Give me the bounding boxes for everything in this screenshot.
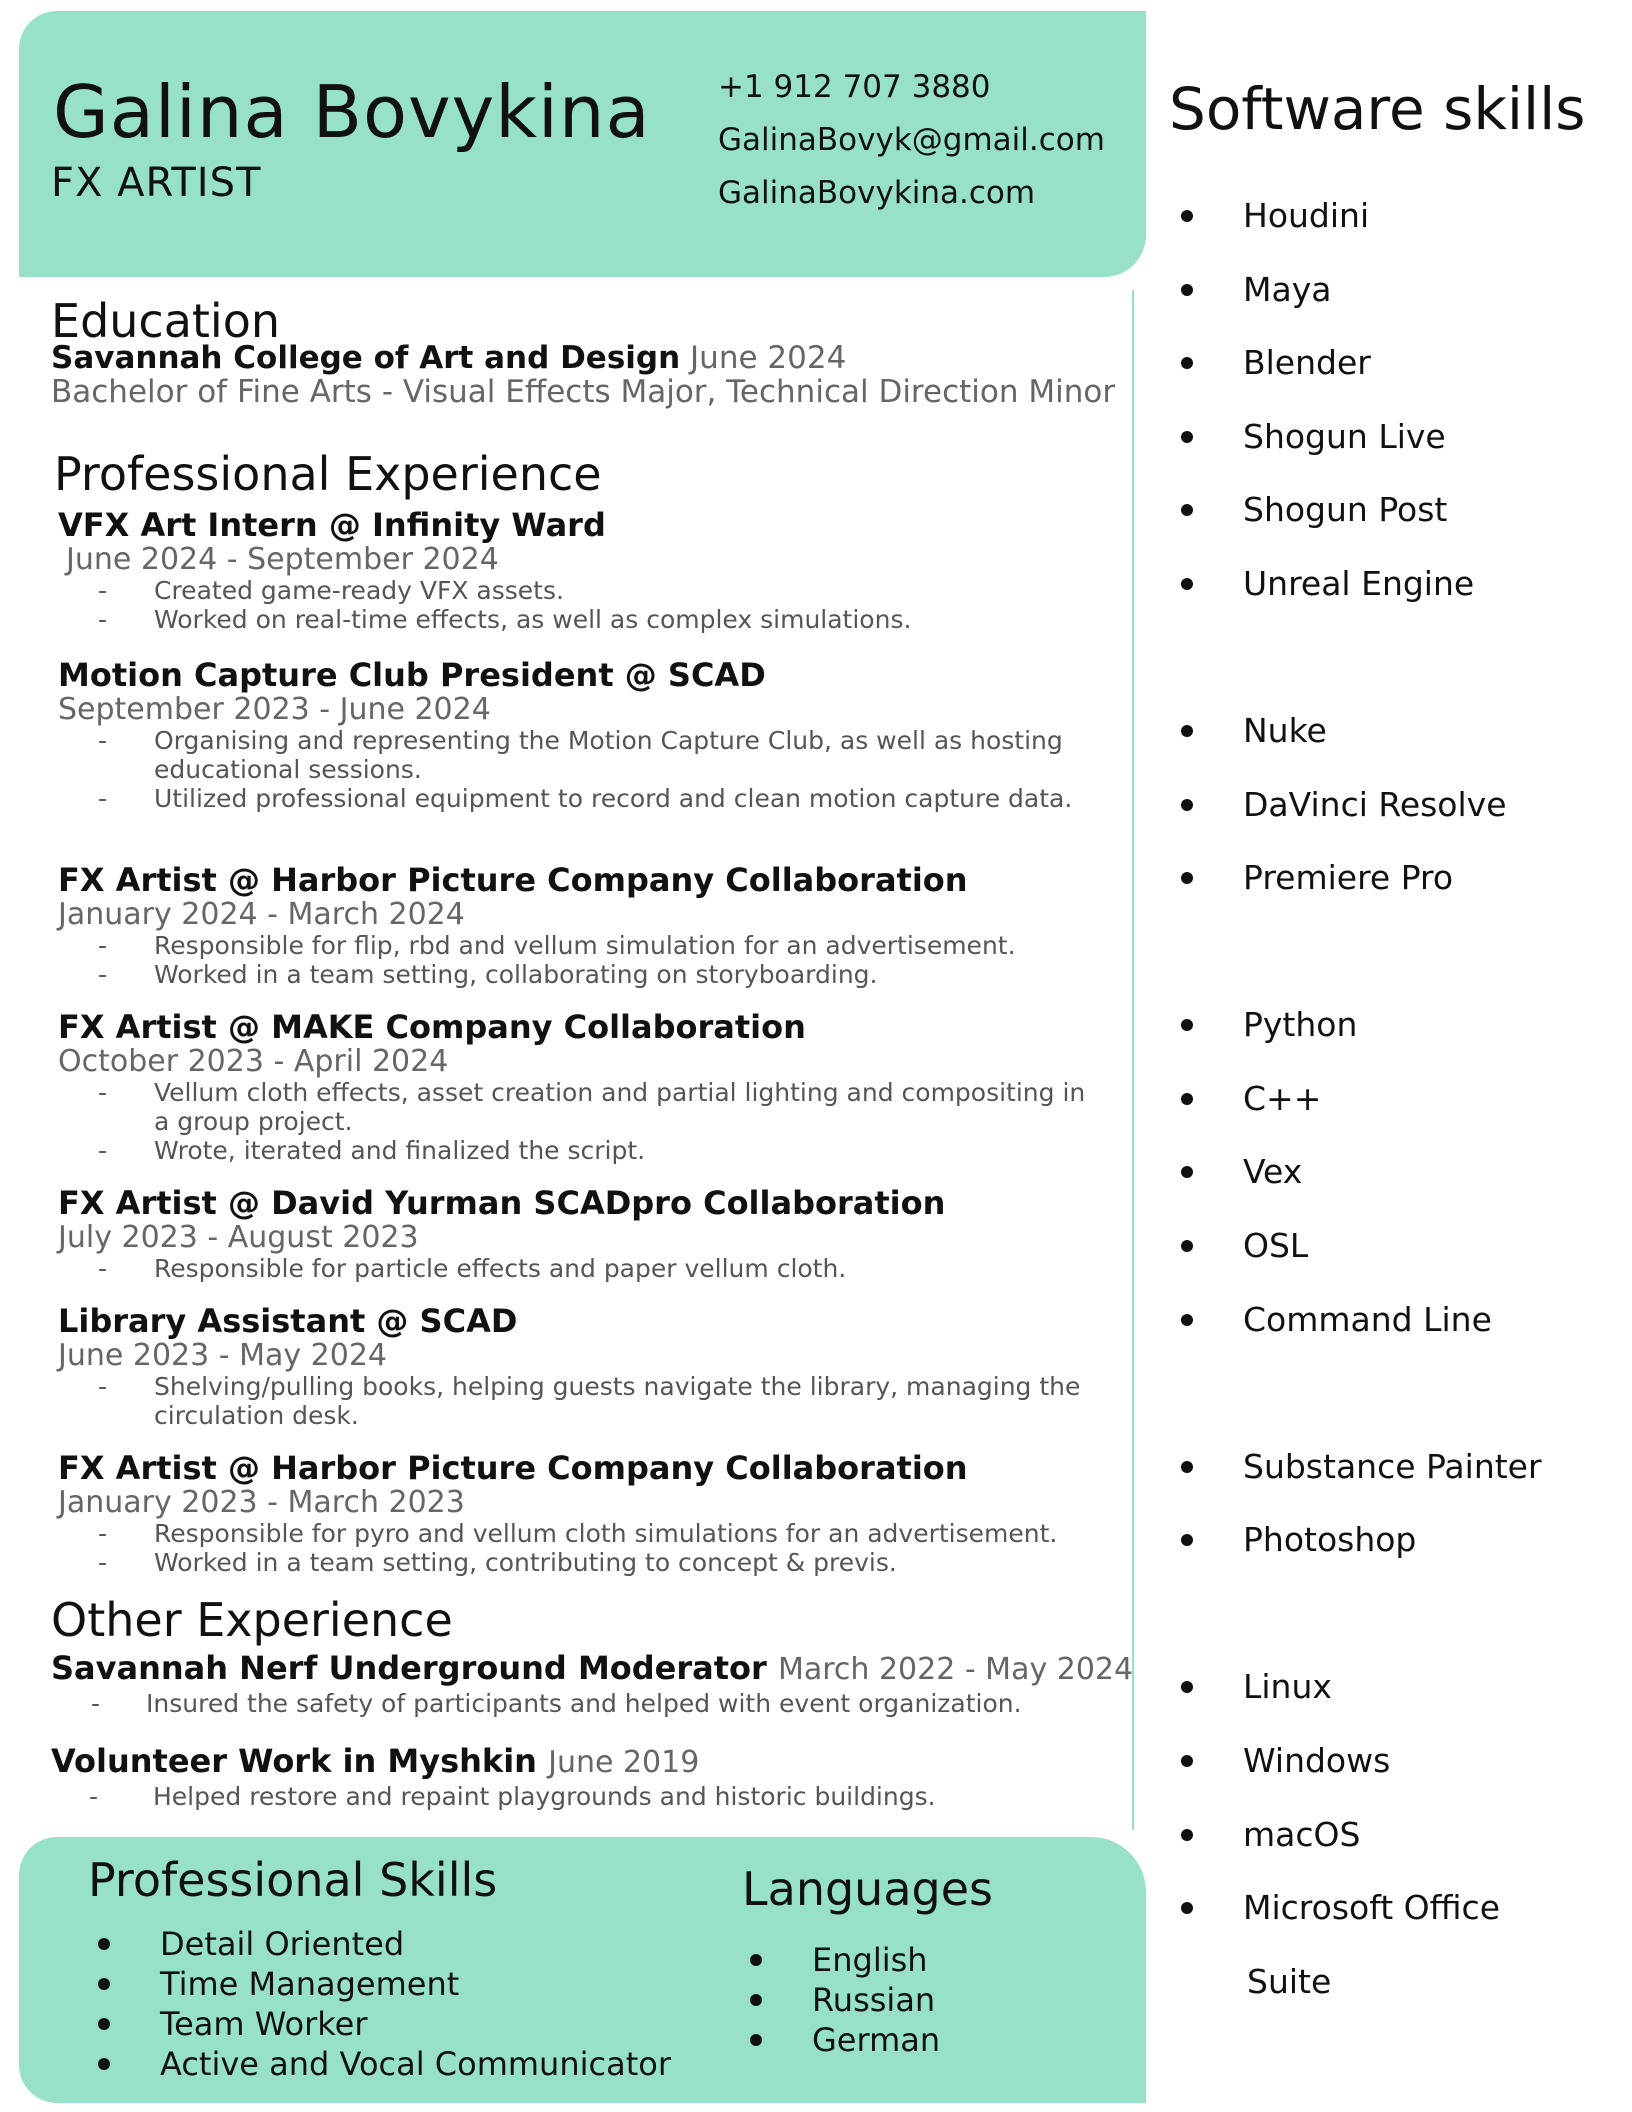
education-school-line <box>51 340 847 376</box>
language-item: Russian <box>750 1980 935 2020</box>
software-skill-item: Houdini <box>1181 196 1369 236</box>
software-skill-item: Linux <box>1181 1667 1332 1707</box>
job-entry-title: FX Artist @ Harbor Picture Company Collaboration <box>58 861 968 899</box>
bullet-icon <box>1181 1019 1193 1031</box>
professional-skill-item: Team Worker <box>98 2004 367 2044</box>
software-skill-item: Nuke <box>1181 711 1327 751</box>
bullet-item: - Responsible for particle effects and paper vellum cloth. <box>98 1254 847 1283</box>
bullet-icon <box>1181 210 1193 222</box>
job-entry <box>58 861 1088 989</box>
bullet-icon <box>1181 1829 1193 1841</box>
bullet-icon <box>1181 357 1193 369</box>
job-title: FX ARTIST <box>51 160 262 206</box>
job-entry-title: FX Artist @ MAKE Company Collaboration <box>58 1008 806 1046</box>
software-skill-item: Premiere Pro <box>1181 858 1453 898</box>
professional-skills-heading: Professional Skills <box>88 1853 498 1907</box>
job-entry-title: FX Artist @ Harbor Picture Company Collaboration <box>58 1449 968 1487</box>
job-entry-bullets <box>58 931 1088 989</box>
job-entry-bullets <box>58 726 1088 813</box>
bullet-icon <box>1181 1461 1193 1473</box>
bullet-item: - Responsible for pyro and vellum cloth simulations for an advertisement. <box>98 1519 1058 1548</box>
bullet-icon <box>1181 799 1193 811</box>
job-entry-title: Motion Capture Club President @ SCAD <box>58 656 766 694</box>
software-skill-item: Windows <box>1181 1741 1390 1781</box>
other-experience-date: March 2022 - May 2024 <box>777 1652 1134 1687</box>
bullet-icon <box>1181 284 1193 296</box>
job-entry-date: January 2024 - March 2024 <box>58 897 465 932</box>
job-entry <box>58 1008 1088 1165</box>
website: GalinaBovykina.com <box>718 175 1036 211</box>
software-skill-item: Vex <box>1181 1152 1302 1192</box>
languages-heading: Languages <box>742 1862 993 1916</box>
other-experience-title: Volunteer Work in Myshkin <box>51 1742 537 1780</box>
bullet-item: - Helped restore and repaint playgrounds and historic buildings. <box>89 1782 936 1811</box>
software-skill-item: OSL <box>1181 1226 1308 1266</box>
software-skill-item: Substance Painter <box>1181 1447 1542 1487</box>
bullet-icon <box>1181 872 1193 884</box>
software-skill-item: Unreal Engine <box>1181 564 1474 604</box>
software-skill-item: Photoshop <box>1181 1520 1416 1560</box>
software-skill-item: Shogun Post <box>1181 490 1447 530</box>
bullet-icon <box>750 2034 762 2046</box>
email-address: GalinaBovyk@gmail.com <box>718 122 1105 158</box>
bullet-item: - Vellum cloth effects, asset creation and partial lighting and compositing in a group project. <box>98 1078 1086 1136</box>
column-divider <box>1132 290 1134 1830</box>
job-entry <box>58 1449 1088 1577</box>
bullet-icon <box>1181 1534 1193 1546</box>
job-entry-bullets <box>58 1078 1088 1165</box>
professional-skill-item: Time Management <box>98 1964 459 2004</box>
bullet-item: - Wrote, iterated and finalized the script. <box>98 1136 646 1165</box>
job-entry-date: June 2023 - May 2024 <box>58 1338 388 1373</box>
other-experience-date: June 2019 <box>548 1745 700 1780</box>
bullet-item: - Organising and representing the Motion Capture Club, as well as hosting educational sessions. <box>98 726 1063 784</box>
candidate-name: Galina Bovykina <box>53 70 651 154</box>
software-skill-item: Microsoft Office <box>1181 1888 1500 1928</box>
bullet-icon <box>750 1954 762 1966</box>
bullet-icon <box>98 1938 110 1950</box>
bullet-icon <box>1181 725 1193 737</box>
software-skill-item: Python <box>1181 1005 1357 1045</box>
job-entry <box>58 1302 1088 1430</box>
software-skill-item-continuation: Suite <box>1247 1962 1332 2001</box>
bullet-icon <box>1181 1093 1193 1105</box>
software-skill-item: C++ <box>1181 1079 1321 1119</box>
phone-number: +1 912 707 3880 <box>718 69 991 105</box>
other-experience-entry <box>51 1742 1081 1811</box>
footer-skills-panel <box>19 1837 1146 2103</box>
job-entry-title: Library Assistant @ SCAD <box>58 1302 518 1340</box>
other-experience-title-line <box>51 1742 1081 1782</box>
bullet-icon <box>98 1978 110 1990</box>
bullet-icon <box>750 1994 762 2006</box>
job-entry-bullets <box>58 1519 1088 1577</box>
bullet-icon <box>98 2058 110 2070</box>
software-skill-item: Shogun Live <box>1181 417 1446 457</box>
job-entry-date: September 2023 - June 2024 <box>58 692 491 727</box>
header-banner <box>19 11 1146 277</box>
software-skill-item: DaVinci Resolve <box>1181 785 1507 825</box>
education-heading: Education <box>51 294 281 348</box>
job-entry-title: VFX Art Intern @ Infinity Ward <box>58 506 606 544</box>
bullet-icon <box>1181 578 1193 590</box>
job-entry-bullets <box>58 576 1088 634</box>
job-entry-title: FX Artist @ David Yurman SCADpro Collaboration <box>58 1184 946 1222</box>
education-date: June 2024 <box>690 340 847 376</box>
bullet-item: - Shelving/pulling books, helping guests navigate the library, managing the circulation desk. <box>98 1372 1081 1430</box>
contact-info <box>718 61 1105 220</box>
bullet-icon <box>1181 1240 1193 1252</box>
bullet-icon <box>1181 504 1193 516</box>
bullet-icon <box>1181 1755 1193 1767</box>
other-experience-entry <box>51 1649 1134 1718</box>
software-skill-item: Blender <box>1181 343 1371 383</box>
bullet-icon <box>1181 1681 1193 1693</box>
bullet-icon <box>1181 431 1193 443</box>
other-experience-title: Savannah Nerf Underground Moderator <box>51 1649 767 1687</box>
bullet-item: - Insured the safety of participants and helped with event organization. <box>91 1689 1022 1718</box>
education-degree: Bachelor of Fine Arts - Visual Effects Major, Technical Direction Minor <box>51 374 1116 410</box>
bullet-item: - Utilized professional equipment to record and clean motion capture data. <box>98 784 1073 813</box>
bullet-icon <box>98 2018 110 2030</box>
bullet-icon <box>1181 1166 1193 1178</box>
bullet-item: - Created game-ready VFX assets. <box>98 576 564 605</box>
software-skill-item: macOS <box>1181 1815 1360 1855</box>
other-experience-bullets <box>51 1782 1081 1811</box>
job-entry <box>58 656 1088 813</box>
education-school: Savannah College of Art and Design <box>51 340 681 376</box>
language-item: English <box>750 1940 928 1980</box>
professional-skill-item: Active and Vocal Communicator <box>98 2044 671 2084</box>
bullet-item: - Worked in a team setting, contributing to concept & previs. <box>98 1548 897 1577</box>
software-skill-item: Maya <box>1181 270 1331 310</box>
bullet-icon <box>1181 1314 1193 1326</box>
job-entry-date: June 2024 - September 2024 <box>66 542 499 577</box>
other-experience-title-line <box>51 1649 1134 1689</box>
professional-experience-heading: Professional Experience <box>54 447 602 501</box>
software-skill-item: Command Line <box>1181 1300 1492 1340</box>
other-experience-bullets <box>51 1689 1081 1718</box>
job-entry <box>58 1184 1088 1283</box>
bullet-item: - Responsible for flip, rbd and vellum simulation for an advertisement. <box>98 931 1016 960</box>
job-entry-date: October 2023 - April 2024 <box>58 1044 449 1079</box>
bullet-item: - Worked on real-time effects, as well as complex simulations. <box>98 605 912 634</box>
job-entry-bullets <box>58 1372 1088 1430</box>
job-entry-date: July 2023 - August 2023 <box>58 1220 419 1255</box>
job-entry <box>58 506 1088 634</box>
other-experience-heading: Other Experience <box>51 1593 453 1647</box>
language-item: German <box>750 2020 940 2060</box>
job-entry-bullets <box>58 1254 1088 1283</box>
bullet-item: - Worked in a team setting, collaborating on storyboarding. <box>98 960 878 989</box>
bullet-icon <box>1181 1902 1193 1914</box>
software-skills-heading: Software skills <box>1169 75 1586 143</box>
job-entry-date: January 2023 - March 2023 <box>58 1485 465 1520</box>
professional-skill-item: Detail Oriented <box>98 1924 404 1964</box>
